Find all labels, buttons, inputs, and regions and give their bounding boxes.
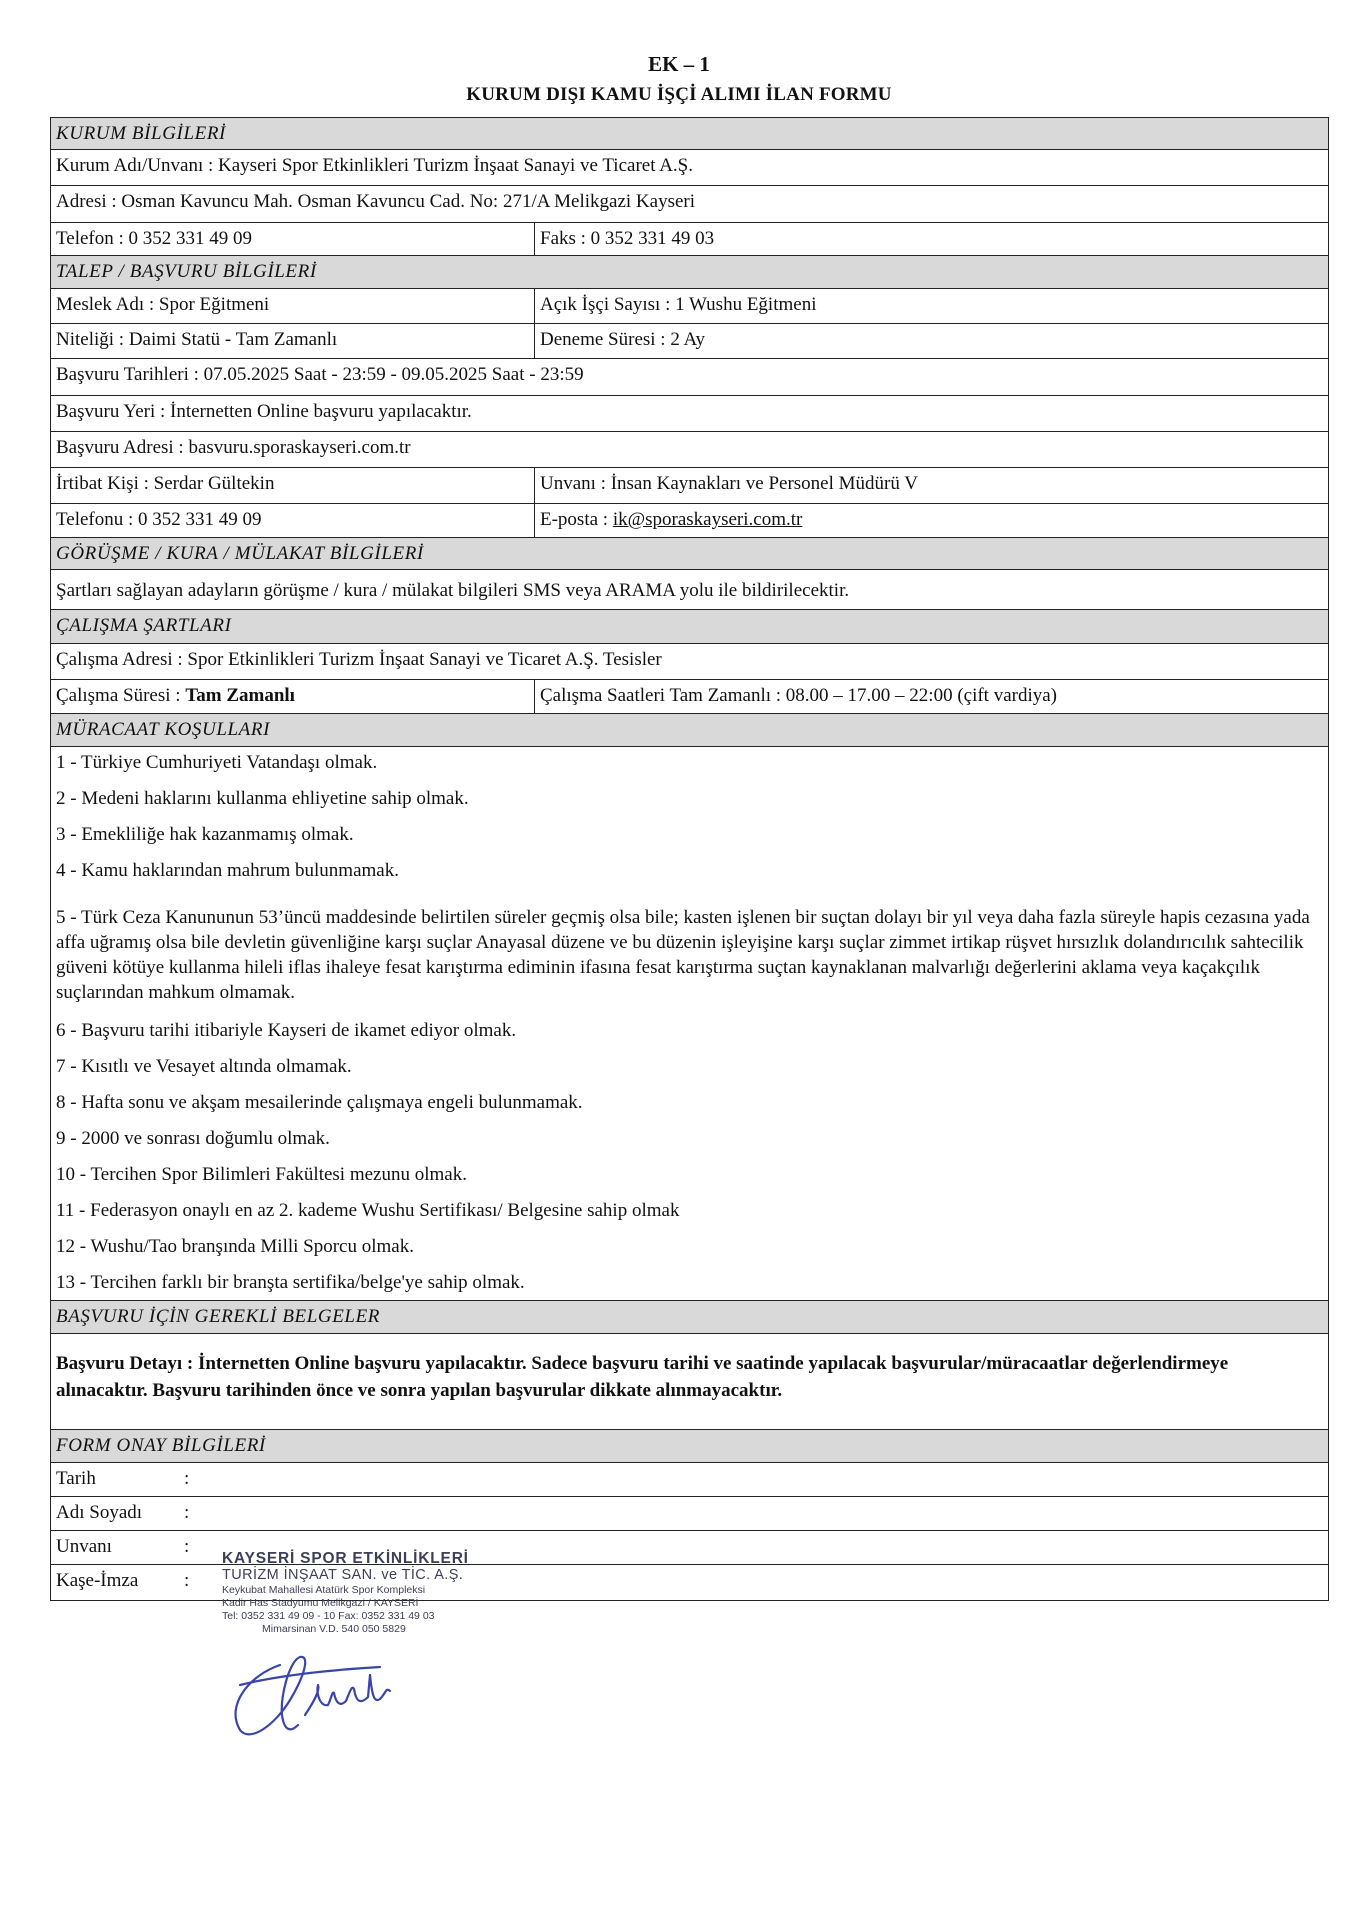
institution-address: Adresi : Osman Kavuncu Mah. Osman Kavuncu Cad. No: 271/A Melikgazi Kayseri <box>56 191 696 212</box>
requirement-item: 8 - Hafta sonu ve akşam mesailerinde çalışmaya engeli bulunmamak. <box>56 1092 583 1113</box>
contact-phone-row <box>51 504 1328 538</box>
stamp-line-address-2: Kadir Has Stadyumu Melikgazi / KAYSERİ <box>222 1597 419 1609</box>
approval-title-row: Unvanı : <box>51 1531 1328 1565</box>
probation-period: Deneme Süresi : 2 Ay <box>540 329 706 350</box>
approval-title-label: Unvanı <box>56 1536 112 1557</box>
work-duration-label: Çalışma Süresi : <box>56 685 186 706</box>
requirement-item: 11 - Federasyon onaylı en az 2. kademe Wushu Sertifikası/ Belgesine sahip olmak <box>56 1200 680 1221</box>
requirement-item: 5 - Türk Ceza Kanununun 53’üncü maddesinde belirtilen süreler geçmiş olsa bile; kasten işlenen bir suçtan dolayı bir yıl veya daha fazla süreyle hapis cezasına yada affa uğramış olsa bile devletin güvenliğine karşı suçlar Anayasal düzene ve bu düzenin işleyişine karşı suçlar zimmet irtikap rüşvet hırsızlık dolandırıcılık sahtecilik güveni kötüye kullanma hileli iflas ihaleye fesat karıştırma ediminin ifasına fesat karıştırma suçtan kaynaklanan malvarlığı değerlerini aklama veya kaçakçılık suçlarından mahkum olmamak. <box>56 907 1310 1003</box>
requirement-item: 6 - Başvuru tarihi itibariyle Kayseri de ikamet ediyor olmak. <box>56 1020 517 1041</box>
announcement-form <box>50 117 1329 1601</box>
approval-date-label: Tarih <box>56 1468 96 1489</box>
stamp-line-tax: Mimarsinan V.D. 540 050 5829 <box>262 1623 406 1635</box>
requirement-item: 2 - Medeni haklarını kullanma ehliyetine sahip olmak. <box>56 788 469 809</box>
requirement-item: 13 - Tercihen farklı bir branşta sertifika/belge'ye sahip olmak. <box>51 1267 1328 1301</box>
application-detail-row <box>51 1334 1328 1430</box>
interview-info-row <box>51 570 1328 610</box>
institution-name: Kurum Adı/Unvanı : Kayseri Spor Etkinlikleri Turizm İnşaat Sanayi ve Ticaret A.Ş. <box>56 155 693 176</box>
contact-email-cell <box>535 504 1328 537</box>
approval-name-label: Adı Soyadı <box>56 1502 143 1523</box>
section-header-application: TALEP / BAŞVURU BİLGİLERİ <box>51 256 1328 289</box>
occupation-name: Meslek Adı : Spor Eğitmeni <box>51 289 535 323</box>
institution-name-row <box>51 150 1328 186</box>
application-place: Başvuru Yeri : İnternetten Online başvuru yapılacaktır. <box>56 401 472 422</box>
annex-label: EK – 1 <box>648 52 710 76</box>
requirement-item: 10 - Tercihen Spor Bilimleri Fakültesi mezunu olmak. <box>56 1164 467 1185</box>
contact-title: Unvanı : İnsan Kaynakları ve Personel Müdürü V <box>540 473 918 494</box>
work-duration-value: Tam Zamanlı <box>185 685 295 706</box>
work-address-row <box>51 644 1328 680</box>
approval-name-row: Adı Soyadı : <box>51 1497 1328 1531</box>
interview-info: Şartları sağlayan adayların görüşme / kura / mülakat bilgileri SMS veya ARAMA yolu ile bildirilecektir. <box>56 580 850 601</box>
approval-date-row: Tarih : <box>51 1463 1328 1497</box>
quality-row <box>51 324 1328 359</box>
contact-email-label: E-posta : <box>540 509 613 530</box>
application-address-row <box>51 432 1328 468</box>
work-duration-row <box>51 680 1328 714</box>
contact-phone: Telefonu : 0 352 331 49 09 <box>51 504 535 537</box>
institution-contact-row <box>51 223 1328 256</box>
institution-phone: Telefon : 0 352 331 49 09 <box>51 223 535 255</box>
stamp-line-phone: Tel: 0352 331 49 09 - 10 Fax: 0352 331 49 03 <box>222 1610 435 1622</box>
section-header-requirements: MÜRACAAT KOŞULLARI <box>51 714 1328 747</box>
open-position-count: Açık İşçi Sayısı : 1 Wushu Eğitmeni <box>540 294 817 315</box>
handwritten-signature <box>220 1645 440 1745</box>
section-header-interview: GÖRÜŞME / KURA / MÜLAKAT BİLGİLERİ <box>51 538 1328 570</box>
requirement-item: 4 - Kamu haklarından mahrum bulunmamak. <box>56 860 399 881</box>
work-hours: Çalışma Saatleri Tam Zamanlı : 08.00 – 17.00 – 22:00 (çift vardiya) <box>540 685 1058 706</box>
requirement-item: 7 - Kısıtlı ve Vesayet altında olmamak. <box>56 1056 352 1077</box>
contact-email-link[interactable]: ik@sporaskayseri.com.tr <box>612 509 803 530</box>
institution-fax: Faks : 0 352 331 49 03 <box>540 228 715 249</box>
stamp-line-address: Keykubat Mahallesi Atatürk Spor Kompleksi <box>222 1584 426 1596</box>
approval-stamp-label: Kaşe-İmza <box>56 1570 139 1591</box>
application-detail: Başvuru Detayı : İnternetten Online başvuru yapılacaktır. Sadece başvuru tarihi ve saatinde yapılacak başvurular/müracaatlar değerlendirmeye alınacaktır. Başvuru tarihinden önce ve sonra yapılan başvurular dikkate alınmayacaktır. <box>56 1353 1229 1401</box>
institution-address-row <box>51 186 1328 223</box>
approval-stamp-row: Kaşe-İmza : <box>51 1565 1328 1601</box>
contact-person-row <box>51 468 1328 504</box>
requirement-item: 3 - Emekliliğe hak kazanmamış olmak. <box>56 824 354 845</box>
section-header-institution: KURUM BİLGİLERİ <box>51 118 1328 150</box>
stamp-line-company-type: TURİZM İNŞAAT SAN. ve TİC. A.Ş. <box>222 1567 464 1583</box>
application-dates-row <box>51 359 1328 396</box>
application-place-row <box>51 396 1328 432</box>
employment-quality: Niteliği : Daimi Statü - Tam Zamanlı <box>51 324 535 358</box>
application-address: Başvuru Adresi : basvuru.sporaskayseri.com.tr <box>56 437 411 458</box>
occupation-row <box>51 289 1328 324</box>
requirement-item: 9 - 2000 ve sonrası doğumlu olmak. <box>56 1128 330 1149</box>
section-header-approval: FORM ONAY BİLGİLERİ <box>51 1430 1328 1463</box>
form-title: KURUM DIŞI KAMU İŞÇİ ALIMI İLAN FORMU <box>466 84 892 105</box>
contact-person: İrtibat Kişi : Serdar Gültekin <box>51 468 535 503</box>
requirement-item: 1 - Türkiye Cumhuriyeti Vatandaşı olmak. <box>56 752 378 773</box>
section-header-documents: BAŞVURU İÇİN GEREKLİ BELGELER <box>51 1301 1328 1334</box>
section-header-working-conditions: ÇALIŞMA ŞARTLARI <box>51 610 1328 644</box>
work-duration <box>51 680 535 713</box>
application-dates: Başvuru Tarihleri : 07.05.2025 Saat - 23:59 - 09.05.2025 Saat - 23:59 <box>56 364 584 385</box>
requirement-item: 12 - Wushu/Tao branşında Milli Sporcu olmak. <box>56 1236 414 1257</box>
work-address: Çalışma Adresi : Spor Etkinlikleri Turizm İnşaat Sanayi ve Ticaret A.Ş. Tesisler <box>56 649 662 670</box>
stamp-line-company: KAYSERİ SPOR ETKİNLİKLERİ <box>222 1550 469 1567</box>
company-stamp <box>222 1550 522 1636</box>
